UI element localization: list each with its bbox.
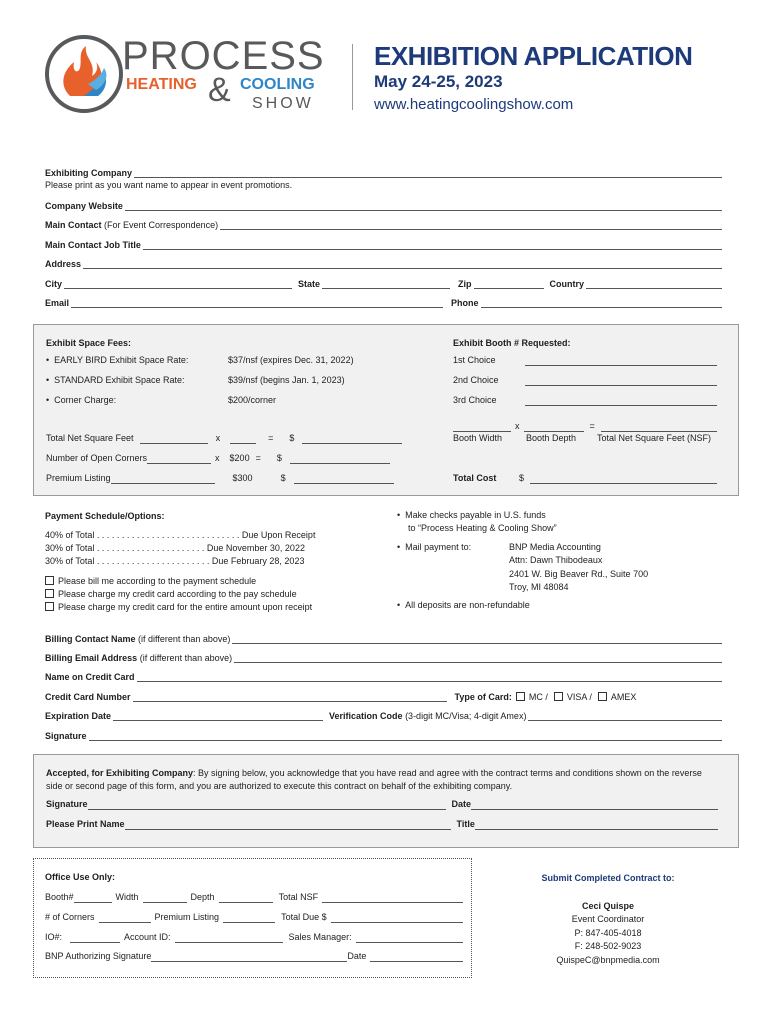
total-cost-row[interactable]: [453, 473, 717, 484]
office-booth-row[interactable]: [45, 892, 463, 903]
acceptance-box: [33, 754, 739, 848]
address-row[interactable]: [45, 257, 722, 269]
card-number-row[interactable]: [45, 690, 722, 702]
event-url: www.heatingcoolingshow.com: [374, 96, 574, 113]
office-io-row[interactable]: [45, 932, 463, 943]
mail-address-1: BNP Media Accounting: [509, 542, 601, 552]
third-choice-label: 3rd Choice: [453, 395, 497, 405]
third-choice-row[interactable]: [453, 395, 717, 406]
premium-label: Premium Listing: [154, 912, 220, 922]
account-label: Account ID:: [124, 932, 171, 942]
billing-signature-label: Signature: [45, 731, 87, 741]
bnp-signature-label: BNP Authorizing Signature: [45, 951, 152, 961]
city-label: City: [45, 279, 63, 289]
checkbox[interactable]: [45, 589, 54, 598]
submit-block: [490, 872, 726, 967]
early-bird-label: • EARLY BIRD Exhibit Space Rate:: [46, 355, 189, 365]
first-choice-label: 1st Choice: [453, 355, 496, 365]
office-signature-row[interactable]: [45, 951, 463, 962]
equals-sign: =: [589, 421, 595, 431]
premium-listing-label: Premium Listing: [46, 473, 111, 483]
dollar-sign: $: [280, 473, 286, 483]
payment-line-2: 30% of Total . . . . . . . . . . . . . . . . . . . . . . Due November 30, 2022: [45, 543, 305, 553]
card-type-amex[interactable]: AMEX: [598, 692, 637, 702]
payment-line-3: 30% of Total . . . . . . . . . . . . . . . . . . . . . . . Due February 28, 2023: [45, 556, 305, 566]
card-type-label: Type of Card:: [454, 692, 512, 702]
billing-signature-row[interactable]: [45, 729, 722, 741]
first-choice-row[interactable]: [453, 355, 717, 366]
logo-show: SHOW: [252, 95, 314, 112]
header-divider: [352, 44, 353, 110]
billing-contact-label: Billing Contact Name: [45, 634, 136, 644]
corners-label: # of Corners: [45, 912, 95, 922]
company-website-row[interactable]: [45, 199, 722, 211]
option-card-schedule[interactable]: Please charge my credit card according to the pay schedule: [45, 589, 297, 600]
office-use-box: [33, 858, 472, 978]
second-choice-label: 2nd Choice: [453, 375, 499, 385]
checkbox[interactable]: [45, 576, 54, 585]
total-cost-label: Total Cost: [453, 473, 497, 483]
times-sign: x: [215, 453, 220, 463]
times-sign: x: [515, 421, 520, 431]
email-phone-row[interactable]: [45, 296, 722, 308]
fees-heading: Exhibit Space Fees:: [46, 338, 132, 348]
open-corners-row[interactable]: [46, 453, 390, 464]
exhibiting-company-row[interactable]: [45, 166, 722, 178]
logo-amp: &: [208, 71, 231, 109]
equals-sign: =: [268, 433, 274, 443]
dollar-sign: $: [519, 473, 525, 483]
booth-dimension-row[interactable]: [453, 421, 717, 432]
contact-name: Ceci Quispe: [581, 900, 635, 911]
depth-label: Depth: [190, 892, 215, 902]
deposits-bullet: • All deposits are non-refundable: [397, 600, 530, 610]
flame-logo-icon: [44, 34, 124, 114]
logo: [44, 34, 334, 114]
corner-price: $200: [229, 453, 250, 463]
billing-email-label: Billing Email Address: [45, 653, 138, 663]
total-nsf-label: Total NSF: [278, 892, 319, 902]
total-nsf-row[interactable]: [46, 433, 402, 444]
checks-payee: to “Process Heating & Cooling Show”: [408, 523, 557, 533]
total-nsf-paren-label: Total Net Square Feet (NSF): [597, 433, 712, 443]
total-nsf-label: Total Net Square Feet: [46, 433, 134, 443]
contact-email[interactable]: QuispeC@bnpmedia.com: [556, 954, 660, 965]
zip-label: Zip: [458, 279, 472, 289]
mail-address-4: Troy, MI 48084: [509, 582, 569, 592]
mail-bullet: • Mail payment to:: [397, 542, 472, 552]
early-bird-rate: $37/nsf (expires Dec. 31, 2022): [228, 355, 354, 365]
accept-title-label: Title: [456, 819, 475, 829]
sales-label: Sales Manager:: [288, 932, 352, 942]
width-label: Width: [115, 892, 139, 902]
booth-label: Booth#: [45, 892, 74, 902]
print-note: Please print as you want name to appear in event promotions.: [45, 180, 293, 190]
card-name-label: Name on Credit Card: [45, 672, 135, 682]
exhibit-fees-box: [33, 324, 739, 496]
billing-email-row[interactable]: [45, 651, 722, 663]
exhibiting-company-label: Exhibiting Company: [45, 168, 133, 178]
main-contact-job-label: Main Contact Job Title: [45, 240, 141, 250]
phone-label: Phone: [451, 298, 479, 308]
billing-contact-row[interactable]: [45, 632, 722, 644]
page-title: EXHIBITION APPLICATION: [374, 41, 693, 71]
main-contact-note: (For Event Correspondence): [104, 220, 219, 230]
email-label: Email: [45, 298, 70, 308]
card-type-mc[interactable]: MC /: [516, 692, 548, 702]
card-type-visa[interactable]: VISA /: [554, 692, 592, 702]
premium-listing-row[interactable]: [46, 473, 394, 484]
expiration-label: Expiration Date: [45, 711, 112, 721]
dollar-sign: $: [289, 433, 295, 443]
accept-print-label: Please Print Name: [46, 819, 125, 829]
main-contact-job-row[interactable]: [45, 238, 722, 250]
option-bill-schedule[interactable]: Please bill me according to the payment schedule: [45, 576, 256, 587]
address-label: Address: [45, 259, 82, 269]
corner-charge-rate: $200/corner: [228, 395, 277, 405]
contact-phone: P: 847-405-4018: [574, 927, 642, 938]
standard-label: • STANDARD Exhibit Space Rate:: [46, 375, 185, 385]
billing-email-note: (if different than above): [139, 653, 233, 663]
payment-heading: Payment Schedule/Options:: [45, 511, 165, 521]
acceptance-text: Accepted, for Exhibiting Company: By signing below, you acknowledge that you have read and agree with the contract terms and conditions shown on the reverse side or second page of this form, and you are authorized to execute this contract on behalf of the exhibiting company.: [46, 768, 702, 791]
times-sign: x: [215, 433, 221, 443]
total-due-label: Total Due $: [281, 912, 327, 922]
open-corners-label: Number of Open Corners: [46, 453, 148, 463]
second-choice-row[interactable]: [453, 375, 717, 386]
main-contact-label: Main Contact: [45, 220, 102, 230]
payment-line-1: 40% of Total . . . . . . . . . . . . . . . . . . . . . . . . . . . . . Due Upon Receipt: [45, 530, 316, 540]
company-website-label: Company Website: [45, 201, 123, 211]
dollar-sign: $: [276, 453, 282, 463]
accept-signature-label: Signature: [46, 799, 88, 809]
main-contact-row[interactable]: [45, 218, 722, 230]
accept-date-label: Date: [451, 799, 472, 809]
state-label: State: [298, 279, 321, 289]
equals-sign: =: [255, 453, 261, 463]
submit-heading: Submit Completed Contract to:: [541, 873, 675, 883]
booth-depth-label: Booth Depth: [526, 433, 577, 443]
office-corners-row[interactable]: [45, 912, 463, 923]
logo-process: PROCESS: [122, 34, 325, 78]
accept-signature-row[interactable]: [46, 799, 718, 810]
io-label: IO#:: [45, 932, 63, 942]
expiration-row[interactable]: [45, 709, 722, 721]
office-date-label: Date: [347, 951, 367, 961]
checkbox[interactable]: [45, 602, 54, 611]
card-number-label: Credit Card Number: [45, 692, 131, 702]
billing-contact-note: (if different than above): [138, 634, 231, 644]
option-card-full[interactable]: Please charge my credit card for the entire amount upon receipt: [45, 602, 312, 613]
country-label: Country: [549, 279, 585, 289]
contact-fax: F: 248-502-9023: [574, 941, 642, 951]
checks-bullet: • Make checks payable in U.S. funds: [397, 510, 546, 520]
standard-rate: $39/nsf (begins Jan. 1, 2023): [228, 375, 345, 385]
logo-cooling: COOLING: [240, 76, 315, 93]
corner-charge-label: • Corner Charge:: [46, 395, 117, 405]
booth-width-label: Booth Width: [453, 433, 503, 443]
city-state-zip-row[interactable]: [45, 277, 722, 289]
mail-address-3: 2401 W. Big Beaver Rd., Suite 700: [509, 569, 649, 579]
accept-print-row[interactable]: [46, 819, 718, 830]
card-name-row[interactable]: [45, 670, 722, 682]
contact-role: Event Coordinator: [571, 914, 645, 924]
premium-price: $300: [232, 473, 253, 483]
office-heading: Office Use Only:: [45, 872, 116, 882]
verification-label: Verification Code: [329, 711, 403, 721]
verification-note: (3-digit MC/Visa; 4-digit Amex): [405, 711, 527, 721]
booth-heading: Exhibit Booth # Requested:: [453, 338, 571, 348]
logo-heating: HEATING: [126, 76, 197, 93]
mail-address-2: Attn: Dawn Thibodeaux: [509, 555, 603, 565]
event-date: May 24-25, 2023: [374, 72, 503, 91]
